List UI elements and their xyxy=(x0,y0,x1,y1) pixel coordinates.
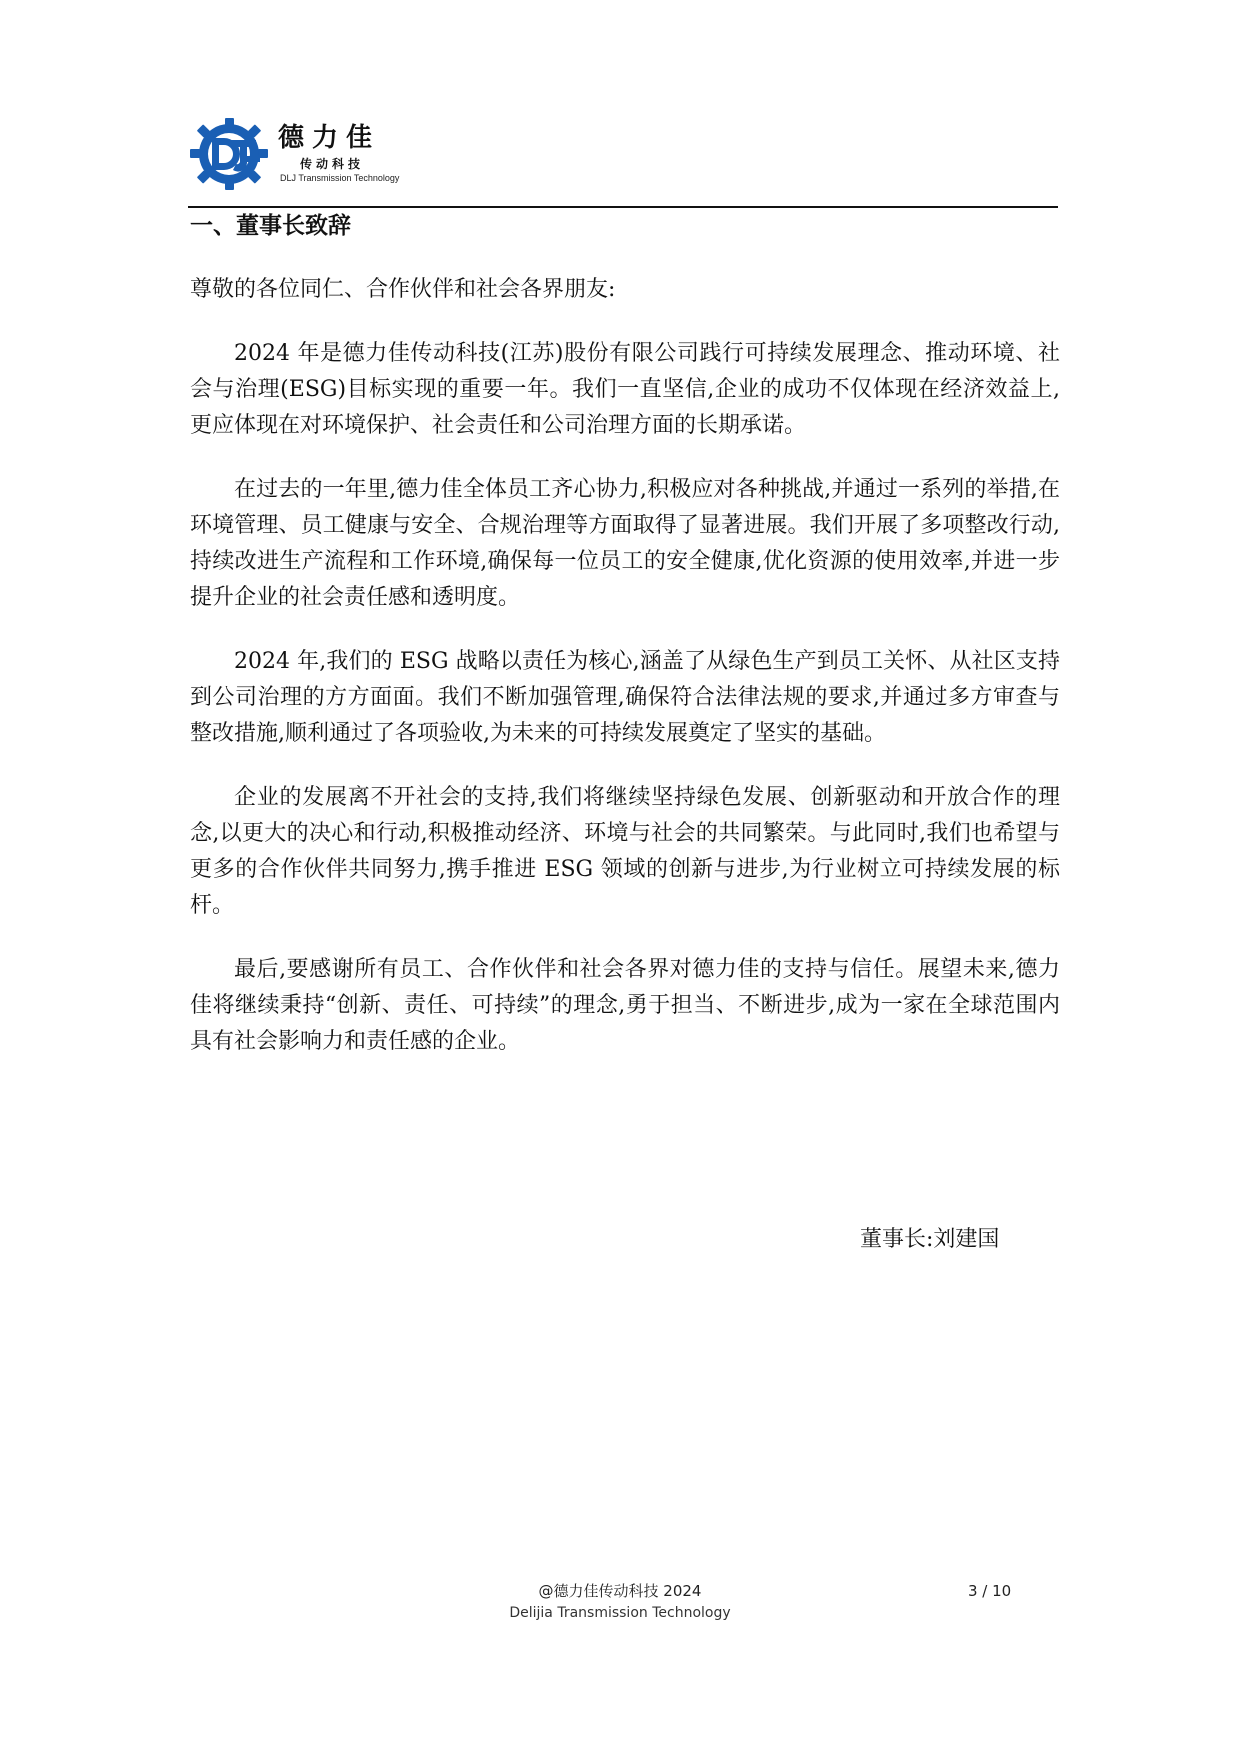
letter-body xyxy=(190,272,1060,1088)
footer-copyright: @德力佳传动科技 2024 xyxy=(538,1582,702,1600)
header-divider xyxy=(188,206,1058,208)
dlj-gear-logo-icon xyxy=(190,118,268,190)
logo-company-cn: 德力佳 xyxy=(278,123,381,153)
letter-paragraph: 在过去的一年里,德力佳全体员工齐心协力,积极应对各种挑战,并通过一系列的举措,在环境管理、员工健康与安全、合规治理等方面取得了显著进展。我们开展了多项整改行动,持续改进生产流程和工作环境,确保每一位员工的安全健康,优化资源的使用效率,并进一步提升企业的社会责任感和透明度。 xyxy=(190,477,1060,610)
logo-wordmark xyxy=(278,122,478,184)
page-number: 3 / 10 xyxy=(968,1582,1012,1600)
letter-paragraph: 企业的发展离不开社会的支持,我们将继续坚持绿色发展、创新驱动和开放合作的理念,以更大的决心和行动,积极推动经济、环境与社会的共同繁荣。与此同时,我们也希望与更多的合作伙伴共同努力,携手推进 ESG 领域的创新与进步,为行业树立可持续发展的标杆。 xyxy=(190,785,1060,918)
letter-paragraph: 2024 年是德力佳传动科技(江苏)股份有限公司践行可持续发展理念、推动环境、社会与治理(ESG)目标实现的重要一年。我们一直坚信,企业的成功不仅体现在经济效益上,更应体现在对环境保护、社会责任和公司治理方面的长期承诺。 xyxy=(190,341,1060,438)
letter-salutation: 尊敬的各位同仁、合作伙伴和社会各界朋友: xyxy=(190,277,616,302)
section-title: 一、董事长致辞 xyxy=(190,213,351,239)
letter-paragraph: 2024 年,我们的 ESG 战略以责任为核心,涵盖了从绿色生产到员工关怀、从社区支持到公司治理的方方面面。我们不断加强管理,确保符合法律法规的要求,并通过多方审查与整改措施,顺利通过了各项验收,为未来的可持续发展奠定了坚实的基础。 xyxy=(190,649,1060,746)
page-footer xyxy=(440,1580,800,1624)
footer-company-en: Delijia Transmission Technology xyxy=(509,1605,731,1621)
letter-signature: 董事长:刘建国 xyxy=(860,1227,1000,1252)
page-header xyxy=(190,118,1058,206)
logo-company-sub: 传动科技 xyxy=(300,157,365,171)
letter-paragraph: 最后,要感谢所有员工、合作伙伴和社会各界对德力佳的支持与信任。展望未来,德力佳将继续秉持“创新、责任、可持续”的理念,勇于担当、不断进步,成为一家在全球范围内具有社会影响力和责任感的企业。 xyxy=(190,957,1060,1054)
logo-company-en: DLJ Transmission Technology xyxy=(280,173,400,183)
